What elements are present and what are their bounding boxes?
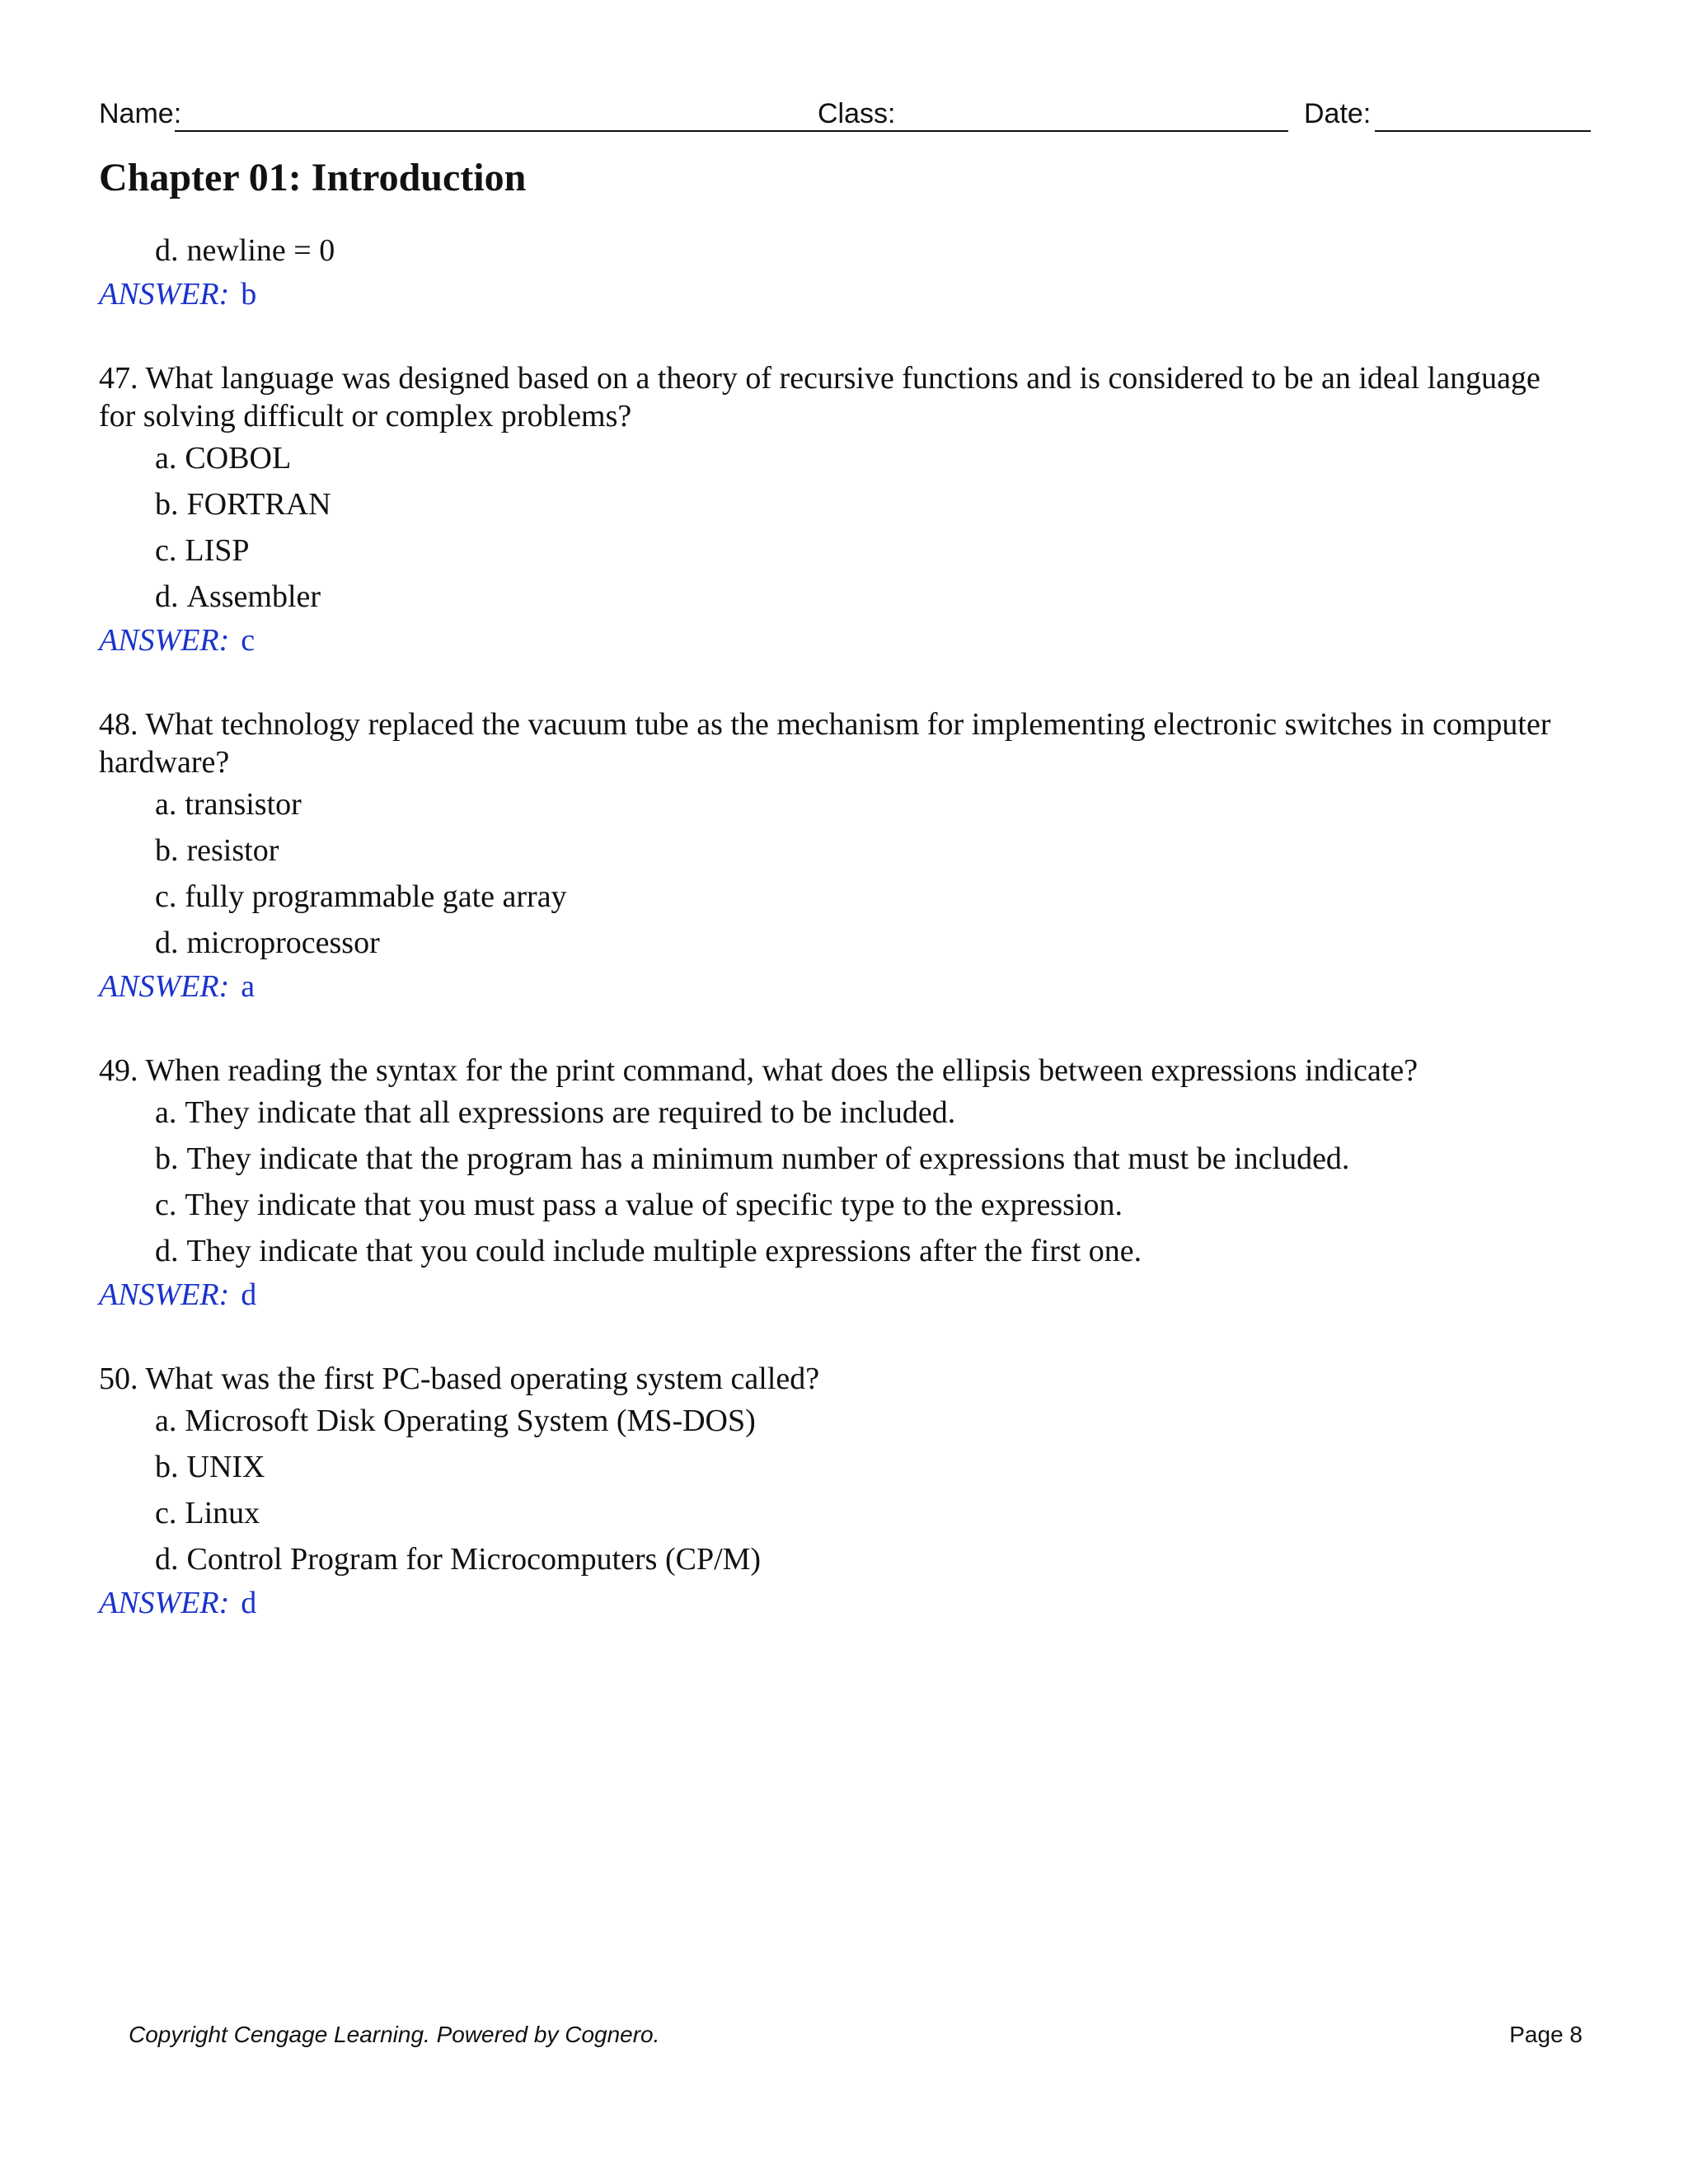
page-number: Page 8 — [1509, 2022, 1582, 2047]
option-text: resistor — [186, 833, 279, 868]
option-a — [99, 1398, 1582, 1444]
option-a — [99, 1090, 1582, 1136]
spacer — [99, 1007, 1582, 1052]
option-text: Linux — [185, 1496, 260, 1530]
date-field-line — [1375, 130, 1591, 132]
class-label: Class: — [818, 98, 896, 129]
option-text: newline = 0 — [186, 233, 335, 268]
answer-line — [99, 1582, 1582, 1624]
question-47 — [99, 359, 1582, 661]
option-letter: a. — [155, 441, 177, 476]
option-text: LISP — [185, 533, 250, 568]
option-letter: d. — [155, 1234, 179, 1268]
answer-label: ANSWER: — [99, 1586, 230, 1620]
option-c — [99, 1182, 1582, 1228]
answer-label: ANSWER: — [99, 623, 230, 658]
option-d — [99, 574, 1582, 620]
option-text: They indicate that you must pass a value of specific type to the expression. — [185, 1188, 1123, 1222]
option-text: They indicate that all expressions are required to be included. — [185, 1095, 956, 1130]
copyright-footer: Copyright Cengage Learning. Powered by Cognero. — [129, 2022, 660, 2047]
name-field-line — [175, 130, 908, 132]
option-text: FORTRAN — [186, 487, 331, 522]
option-text: They indicate that you could include multiple expressions after the first one. — [186, 1234, 1142, 1268]
answer-label: ANSWER: — [99, 277, 230, 312]
question-text: 50. What was the first PC-based operating system called? — [99, 1361, 820, 1396]
option-letter: d. — [155, 233, 179, 268]
option-c — [99, 874, 1582, 920]
option-b — [99, 1136, 1582, 1182]
answer-value: d — [241, 1586, 257, 1620]
answer-line — [99, 1274, 1582, 1315]
question-49 — [99, 1052, 1582, 1315]
answer-line — [99, 966, 1582, 1007]
option-text: COBOL — [185, 441, 292, 476]
option-b — [99, 1444, 1582, 1490]
option-letter: b. — [155, 833, 179, 868]
option-letter: d. — [155, 579, 179, 614]
name-label: Name: — [99, 98, 182, 129]
answer-line — [99, 274, 1582, 315]
option-letter: a. — [155, 787, 177, 822]
option-letter: d. — [155, 926, 179, 960]
option-d — [99, 227, 1582, 274]
option-b — [99, 827, 1582, 874]
answer-value: d — [241, 1277, 257, 1312]
option-c — [99, 1490, 1582, 1536]
answer-label: ANSWER: — [99, 1277, 230, 1312]
option-a — [99, 435, 1582, 481]
option-text: Microsoft Disk Operating System (MS-DOS) — [185, 1404, 756, 1438]
option-letter: b. — [155, 487, 179, 522]
option-letter: d. — [155, 1542, 179, 1577]
continued-question — [99, 227, 1582, 315]
option-text: They indicate that the program has a minimum number of expressions that must be included. — [186, 1141, 1350, 1176]
question-48 — [99, 705, 1582, 1007]
option-letter: c. — [155, 533, 177, 568]
option-a — [99, 781, 1582, 827]
class-field-line — [897, 130, 1288, 132]
option-text: Control Program for Microcomputers (CP/M) — [186, 1542, 762, 1577]
answer-line — [99, 620, 1582, 661]
question-text: 47. What language was designed based on a theory of recursive functions and is considered to be an ideal language for solving difficult or complex problems? — [99, 361, 1540, 434]
option-b — [99, 481, 1582, 527]
option-d — [99, 1228, 1582, 1274]
question-50 — [99, 1360, 1582, 1624]
answer-label: ANSWER: — [99, 969, 230, 1004]
student-info-header — [99, 97, 1591, 137]
answer-value: a — [241, 969, 256, 1004]
option-d — [99, 920, 1582, 966]
option-letter: a. — [155, 1404, 177, 1438]
answer-value: b — [241, 277, 257, 312]
question-text: 48. What technology replaced the vacuum tube as the mechanism for implementing electronic switches in computer hardware? — [99, 707, 1551, 780]
option-letter: b. — [155, 1141, 179, 1176]
option-d — [99, 1536, 1582, 1582]
option-text: UNIX — [186, 1450, 265, 1484]
option-letter: c. — [155, 879, 177, 914]
answer-value: c — [241, 623, 256, 658]
option-text: transistor — [185, 787, 302, 822]
option-letter: c. — [155, 1496, 177, 1530]
option-text: microprocessor — [186, 926, 380, 960]
option-letter: b. — [155, 1450, 179, 1484]
spacer — [99, 1315, 1582, 1360]
spacer — [99, 661, 1582, 705]
option-text: Assembler — [186, 579, 321, 614]
question-content — [99, 227, 1582, 1624]
date-label: Date: — [1304, 98, 1372, 129]
spacer — [99, 315, 1582, 359]
option-text: fully programmable gate array — [185, 879, 567, 914]
option-letter: a. — [155, 1095, 177, 1130]
question-text: 49. When reading the syntax for the print command, what does the ellipsis between expressions indicate? — [99, 1053, 1418, 1088]
option-letter: c. — [155, 1188, 177, 1222]
chapter-title: Chapter 01: Introduction — [99, 156, 527, 199]
option-c — [99, 527, 1582, 574]
